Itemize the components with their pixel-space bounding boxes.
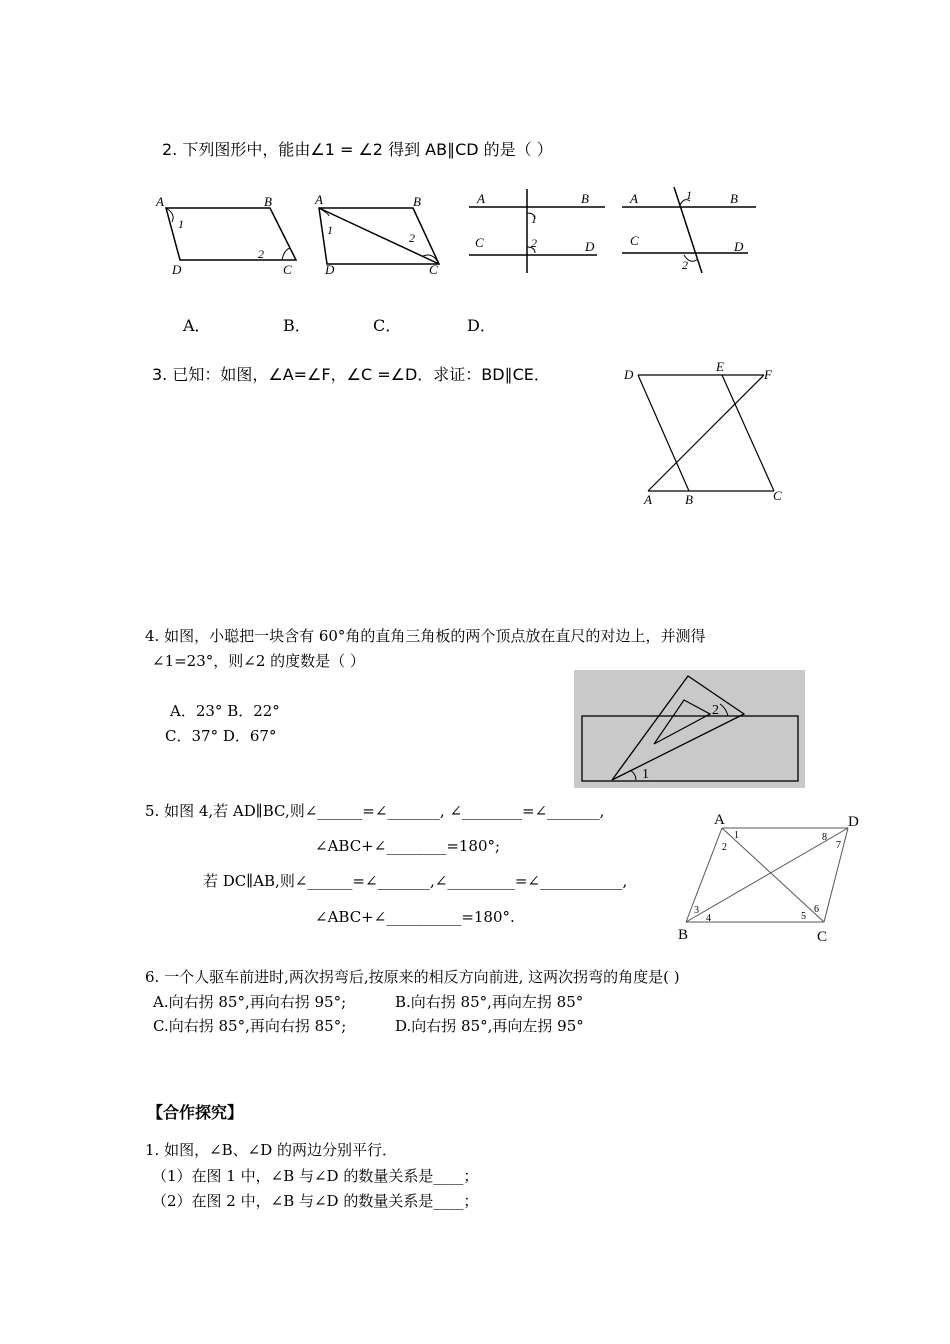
q2-figure-a	[150, 190, 300, 280]
q5-label-5: 5	[801, 911, 806, 922]
coop-sub2: （2）在图 2 中，∠B 与∠D 的数量关系是____；	[152, 1192, 479, 1210]
q3-label-b: B	[685, 492, 693, 507]
q2-d-label-d: D	[734, 239, 744, 254]
q4-options-line2: C．37° D．67°	[165, 727, 277, 745]
q2-d-label-c: C	[630, 233, 639, 248]
q5-label-8: 8	[822, 832, 827, 843]
q2-a-label-d: D	[172, 262, 182, 277]
q2-a-label-1: 1	[178, 217, 184, 231]
q2-b-label-a: A	[315, 192, 323, 207]
q2-c-label-1: 1	[531, 212, 537, 226]
q2-d-label-1: 1	[686, 188, 692, 202]
q4-figure	[574, 670, 805, 788]
q5-label-7: 7	[836, 840, 841, 851]
q2-b-label-c: C	[429, 262, 438, 277]
q5-line1: 5. 如图 4,若 AD∥BC,则∠______=∠_______, ∠________=∠_______,	[145, 802, 605, 820]
q2-b-label-d: D	[325, 262, 335, 277]
q2-d-label-a: A	[630, 191, 638, 206]
q4-label-1: 1	[642, 767, 649, 782]
q2-d-label-b: B	[730, 191, 738, 206]
q5-label-6: 6	[814, 904, 819, 915]
q2-option-c: C．	[373, 316, 402, 335]
q2-b-label-2: 2	[409, 231, 415, 245]
q3-figure	[618, 358, 790, 510]
q6-option-c: C.向右拐 85°,再向右拐 85°;	[153, 1017, 347, 1035]
q2-b-label-1: 1	[327, 223, 333, 237]
q2-option-d: D．	[467, 316, 496, 335]
q5-label-d: D	[848, 814, 859, 830]
coop-sub1: （1）在图 1 中，∠B 与∠D 的数量关系是____；	[152, 1167, 479, 1185]
q6-stem: 6. 一个人驱车前进时,两次拐弯后,按原来的相反方向前进, 这两次拐弯的角度是( )	[145, 968, 680, 986]
q5-figure	[676, 806, 866, 946]
q2-a-label-a: A	[156, 194, 164, 209]
q5-label-a: A	[714, 812, 725, 828]
q4-options-line1: A．23° B．22°	[170, 702, 280, 720]
q2-option-a: A．	[183, 316, 211, 335]
q4-stem-line2: ∠1=23°，则∠2 的度数是（ ）	[152, 652, 365, 670]
q2-figure-c	[465, 185, 610, 277]
q2-c-label-c: C	[475, 235, 484, 250]
q2-a-label-c: C	[283, 262, 292, 277]
q5-label-3: 3	[694, 905, 699, 916]
coop-q1: 1. 如图，∠B、∠D 的两边分别平行．	[145, 1141, 398, 1159]
q2-a-label-2: 2	[258, 247, 264, 261]
q3-label-f: F	[764, 367, 772, 382]
q5-label-1: 1	[734, 830, 739, 841]
q5-label-2: 2	[722, 842, 727, 853]
q4-label-2: 2	[712, 703, 719, 718]
q3-label-a: A	[644, 492, 652, 507]
q2-c-label-d: D	[585, 239, 595, 254]
q2-d-label-2: 2	[682, 258, 688, 272]
q5-line4: ∠ABC+∠__________=180°.	[315, 908, 515, 926]
q3-label-c: C	[773, 488, 782, 503]
q5-line3: 若 DC∥AB,则∠______=∠_______,∠_________=∠___________,	[203, 872, 628, 890]
q2-option-b: B．	[283, 316, 311, 335]
q2-b-label-b: B	[413, 194, 421, 209]
q2-c-label-b: B	[581, 191, 589, 206]
q3-stem: 3. 已知：如图，∠A=∠F，∠C =∠D．求证：BD∥CE．	[152, 365, 550, 384]
q2-c-label-a: A	[477, 191, 485, 206]
q5-label-c: C	[817, 929, 828, 945]
q2-figure-d	[618, 183, 763, 277]
q6-option-b: B.向右拐 85°,再向左拐 85°	[395, 993, 584, 1011]
q4-stem-line1: 4. 如图，小聪把一块含有 60°角的直角三角板的两个顶点放在直尺的对边上，并测得	[145, 627, 706, 645]
q3-label-e: E	[716, 359, 724, 374]
q6-option-a: A.向右拐 85°,再向右拐 95°;	[153, 993, 347, 1011]
coop-heading: 【合作探究】	[147, 1103, 244, 1122]
q5-line2: ∠ABC+∠________=180°;	[315, 837, 501, 855]
q3-label-d: D	[624, 367, 634, 382]
q2-a-label-b: B	[264, 194, 272, 209]
q5-label-4: 4	[706, 913, 711, 924]
q2-figure-b	[305, 190, 455, 280]
q5-label-b: B	[678, 927, 689, 943]
q2-c-label-2: 2	[531, 236, 537, 250]
q2-stem: 2. 下列图形中，能由∠1 = ∠2 得到 AB∥CD 的是（ ）	[162, 140, 553, 159]
q6-option-d: D.向右拐 85°,再向左拐 95°	[395, 1017, 584, 1035]
